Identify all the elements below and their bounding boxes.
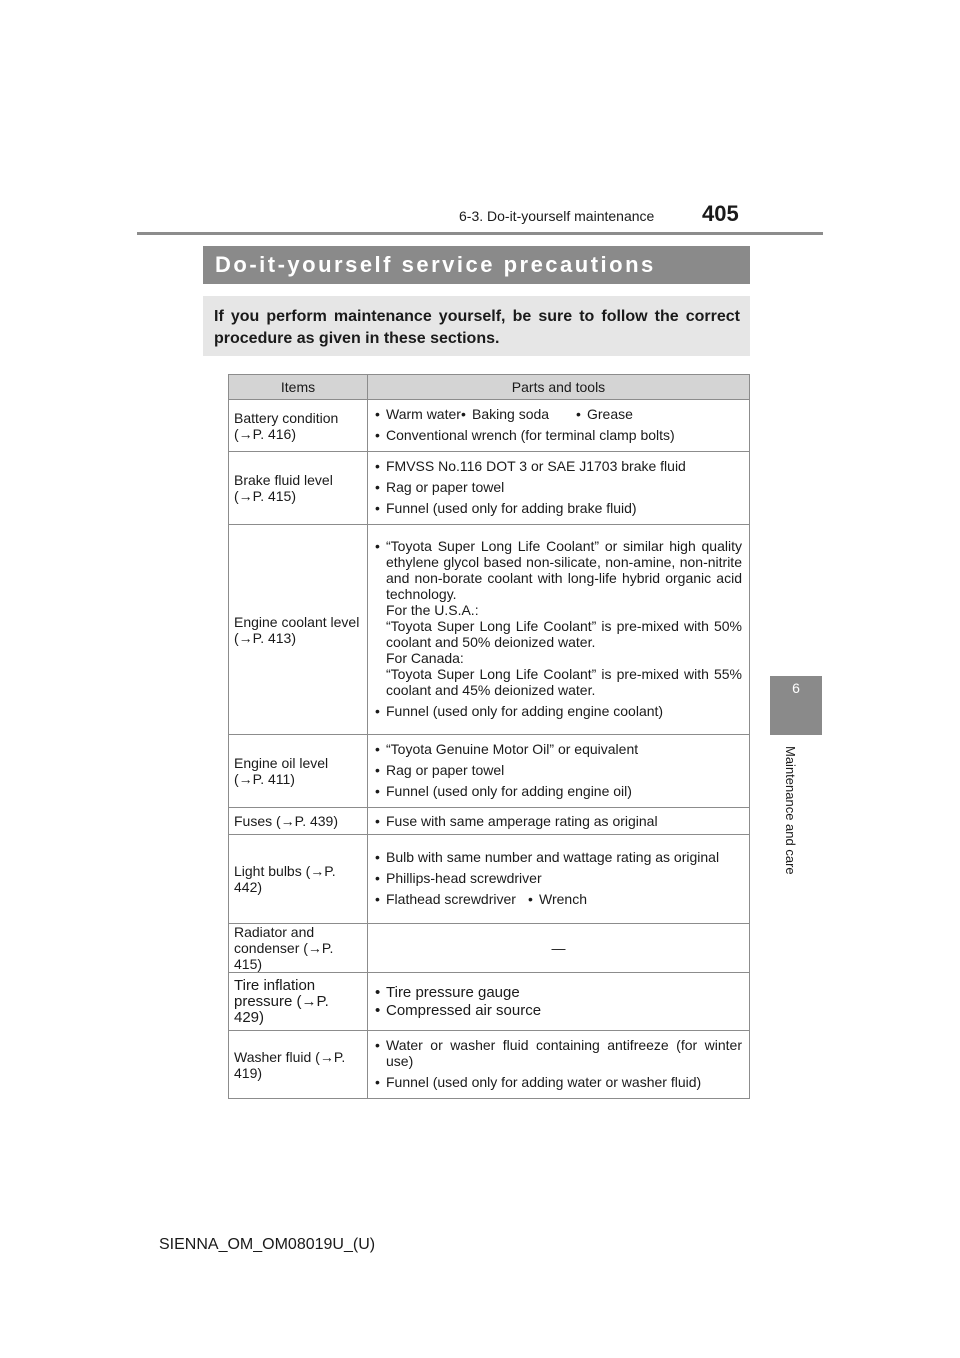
parts-cell	[368, 735, 750, 808]
parts-cell	[368, 924, 750, 973]
item-cell: Light bulbs (→P. 442)	[229, 835, 368, 924]
bullet-item: • Tire pressure gauge	[375, 984, 742, 1002]
table-row	[229, 924, 750, 973]
bullet-item	[375, 538, 742, 698]
parts-cell	[368, 400, 750, 452]
bullet-group	[375, 891, 742, 907]
chapter-title: Maintenance and care	[783, 746, 798, 875]
bullet-item: • Funnel (used only for adding engine coolant)	[375, 703, 742, 719]
page-number: 405	[702, 201, 739, 226]
chapter-number: 6	[792, 680, 800, 696]
parts-cell	[368, 835, 750, 924]
bullet-item: • Funnel (used only for adding brake fluid)	[375, 500, 742, 516]
bullet-item: • Warm water	[375, 406, 461, 422]
item-cell: Washer fluid (→P. 419)	[229, 1031, 368, 1099]
region-label: For Canada:	[386, 650, 464, 666]
table-row	[229, 1031, 750, 1099]
bullet-item: • FMVSS No.116 DOT 3 or SAE J1703 brake fluid	[375, 458, 742, 474]
bullet-item: • Grease	[576, 406, 633, 422]
parts-cell	[368, 973, 750, 1031]
item-cell: Tire inflation pressure (→P. 429)	[229, 973, 368, 1031]
table-row	[229, 452, 750, 525]
bullet-item: • Bulb with same number and wattage rating as original	[375, 849, 742, 865]
bullet-item: • Flathead screwdriver	[375, 891, 528, 907]
region-label: For the U.S.A.:	[386, 602, 479, 618]
column-header-parts: Parts and tools	[368, 375, 750, 400]
parts-cell	[368, 525, 750, 735]
table-row	[229, 973, 750, 1031]
bullet-item: • Compressed air source	[375, 1002, 742, 1020]
section-heading: Do-it-yourself service precautions	[215, 252, 656, 277]
parts-cell	[368, 452, 750, 525]
bullet-item: • “Toyota Genuine Motor Oil” or equivalent	[375, 741, 742, 757]
bullet-item: • Baking soda	[461, 406, 576, 422]
region-spec: “Toyota Super Long Life Coolant” is pre-mixed with 55% coolant and 45% deionized water.	[386, 666, 742, 698]
item-cell: Fuses (→P. 439)	[229, 808, 368, 835]
parts-cell	[368, 808, 750, 835]
table-row	[229, 808, 750, 835]
column-header-items: Items	[229, 375, 368, 400]
item-cell: Engine oil level (→P. 411)	[229, 735, 368, 808]
region-spec: “Toyota Super Long Life Coolant” is pre-mixed with 50% coolant and 50% deionized water.	[386, 618, 742, 650]
table-row	[229, 525, 750, 735]
footer-code: SIENNA_OM_OM08019U_(U)	[159, 1236, 376, 1253]
chapter-tab	[770, 676, 822, 735]
bullet-item: • Funnel (used only for adding engine oil)	[375, 783, 742, 799]
bullet-group	[375, 406, 742, 422]
none-dash: —	[551, 940, 566, 956]
item-cell: Engine coolant level (→P. 413)	[229, 525, 368, 735]
coolant-spec: • “Toyota Super Long Life Coolant” or similar high quality ethylene glycol based non-silicate, non-amine, non-nitrite and non-borate coolant with long-life hybrid organic acid technology.	[386, 538, 742, 602]
bullet-item: • Conventional wrench (for terminal clamp bolts)	[375, 427, 742, 443]
bullet-item: • Phillips-head screwdriver	[375, 870, 742, 886]
table-header-row	[229, 375, 750, 400]
parts-tools-table	[228, 374, 750, 1099]
item-cell: Brake fluid level (→P. 415)	[229, 452, 368, 525]
item-cell: Radiator and condenser (→P. 415)	[229, 924, 368, 973]
section-title: 6-3. Do-it-yourself maintenance	[459, 208, 655, 224]
bullet-item: • Funnel (used only for adding water or washer fluid)	[375, 1074, 742, 1090]
intro-text: If you perform maintenance yourself, be sure to follow the correct procedure as given in these sections.	[214, 308, 740, 347]
section-heading-bar	[203, 246, 750, 284]
page-header	[0, 0, 960, 240]
intro-box	[203, 296, 750, 356]
table-row	[229, 835, 750, 924]
chapter-label	[783, 746, 803, 896]
parts-cell	[368, 1031, 750, 1099]
header-divider	[137, 232, 823, 235]
bullet-item: • Water or washer fluid containing antifreeze (for winter use)	[375, 1037, 742, 1069]
bullet-item: • Rag or paper towel	[375, 762, 742, 778]
bullet-item: • Wrench	[528, 891, 587, 907]
item-cell: Battery condition (→P. 416)	[229, 400, 368, 452]
bullet-item: • Fuse with same amperage rating as original	[375, 813, 742, 829]
bullet-item: • Rag or paper towel	[375, 479, 742, 495]
table-row	[229, 735, 750, 808]
table-row	[229, 400, 750, 452]
